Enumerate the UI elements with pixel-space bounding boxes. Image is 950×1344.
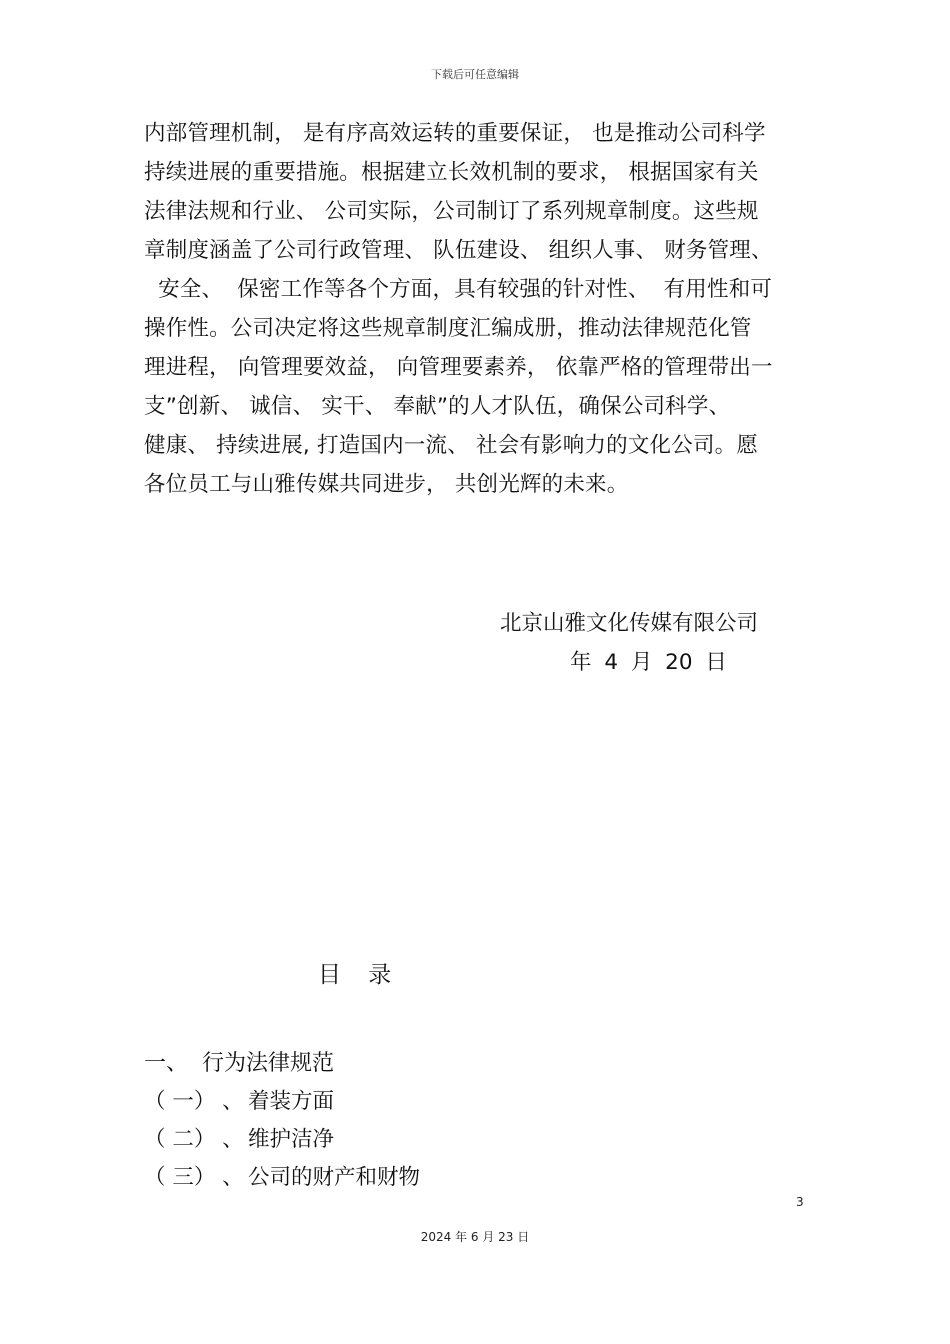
body-line: 理进程， 向管理要效益， 向管理要素养， 依靠严格的管理带出一 — [144, 355, 773, 380]
toc-item — [144, 1160, 420, 1198]
body-line: 各位员工与山雅传媒共同进步， 共创光辉的未来。 — [144, 472, 629, 497]
toc-item-label: 维护洁净 — [248, 1127, 335, 1152]
toc-item-label: 公司的财产和财物 — [248, 1165, 421, 1190]
body-line: 操作性。公司决定将这些规章制度汇编成册，推动法律规范化管 — [144, 316, 752, 341]
signature-company: 北京山雅文化传媒有限公司 — [500, 611, 759, 636]
body-paragraph — [144, 114, 824, 504]
body-line: 法律法规和行业、 公司实际，公司制订了系列规章制度。这些规 — [144, 199, 759, 224]
toc-item — [144, 1046, 420, 1084]
body-line: 持续进展的重要措施。根据建立长效机制的要求， 根据国家有关 — [144, 160, 759, 185]
toc-item — [144, 1122, 420, 1160]
body-line: 章制度涵盖了公司行政管理、 队伍建设、 组织人事、 财务管理、 — [144, 238, 773, 263]
toc-item-number: （ 一） 、 — [144, 1089, 244, 1114]
body-line: 支”创新、 诚信、 实干、 奉献”的人才队伍，确保公司科学、 — [144, 394, 731, 419]
body-line: 内部管理机制， 是有序高效运转的重要保证， 也是推动公司科学 — [144, 121, 766, 146]
page-footer-date: 2024 年 6 月 23 日 — [420, 1230, 530, 1244]
signature-date: 年 4 月 20 日 — [570, 650, 727, 675]
toc-item-number: （ 二） 、 — [144, 1127, 244, 1152]
toc-item-number: （ 三） 、 — [144, 1165, 244, 1190]
toc-item — [144, 1084, 420, 1122]
body-line: 安全、 保密工作等各个方面，具有较强的针对性、 有用性和可 — [144, 277, 773, 302]
page-header: 下载后可任意编辑 — [431, 68, 519, 81]
toc-item-number: 一、 — [144, 1051, 189, 1076]
body-line: 健康、 持续进展, 打造国内一流、 社会有影响力的文化公司。愿 — [144, 433, 759, 458]
page-number: 3 — [796, 1195, 804, 1209]
toc-list — [144, 1046, 420, 1198]
toc-item-label: 着装方面 — [248, 1089, 335, 1114]
toc-title: 目 录 — [318, 962, 402, 988]
toc-item-label: 行为法律规范 — [202, 1051, 335, 1076]
